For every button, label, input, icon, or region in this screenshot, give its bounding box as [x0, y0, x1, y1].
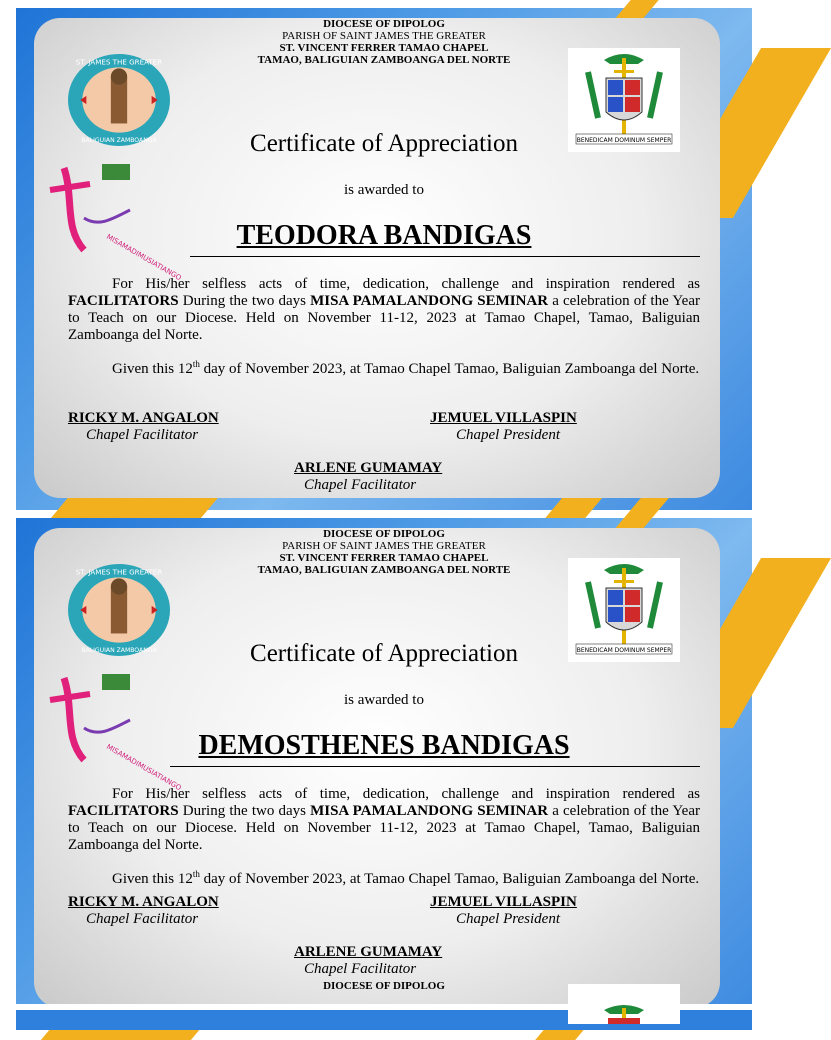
next-certificate-peek [0, 1004, 768, 1024]
svg-text:BALIGUIAN ZAMBOANGA: BALIGUIAN ZAMBOANGA [81, 646, 157, 654]
chapel-name: ST. VINCENT FERRER TAMAO CHAPEL [279, 42, 489, 54]
awarded-to-text: is awarded to [344, 182, 424, 198]
signatory-3 [294, 944, 442, 978]
signatory-role: Chapel President [456, 427, 561, 443]
signatory-2 [430, 894, 577, 928]
signatory-role: Chapel Facilitator [304, 961, 417, 977]
svg-text:MISAMADIMUSIATIANGO: MISAMADIMUSIATIANGO [105, 232, 183, 283]
recipient-name: DEMOSTHENES BANDIGAS [198, 730, 570, 761]
signatory-1 [68, 894, 219, 928]
given-paragraph: Given this 12th day of November 2023, at Tamao Chapel Tamao, Baliguian Zamboanga del Norte. [112, 359, 700, 377]
svg-text:ST. JAMES THE GREATER: ST. JAMES THE GREATER [75, 57, 163, 67]
diocese-name: DIOCESE OF DIPOLOG [323, 18, 445, 30]
signatory-name: RICKY M. ANGALON [68, 894, 219, 910]
awarded-to-text: is awarded to [344, 692, 424, 708]
signatory-3 [294, 460, 442, 494]
citation-paragraph: For His/her selfless acts of time, dedication, challenge and inspiration rendered as FACILITATORS During the two days MISA PAMALANDONG SEMINAR a celebration of the Year to Teach on our Diocese. Held on November 11-12, 2023 at Tamao Chapel, Tamao, Baliguian Zamboanga del Norte. [68, 276, 700, 343]
citation-paragraph: For His/her selfless acts of time, dedication, challenge and inspiration rendered as FACILITATORS During the two days MISA PAMALANDONG SEMINAR a celebration of the Year to Teach on our Diocese. Held on November 11-12, 2023 at Tamao Chapel, Tamao, Baliguian Zamboanga del Norte. [68, 786, 700, 853]
signatory-role: Chapel Facilitator [304, 477, 417, 493]
certificate-2 [0, 518, 768, 1020]
signatory-name: JEMUEL VILLASPIN [430, 410, 577, 426]
signatory-role: Chapel President [456, 911, 561, 927]
signatory-2 [430, 410, 577, 444]
diocese-name: DIOCESE OF DIPOLOG [323, 528, 445, 540]
recipient-name: TEODORA BANDIGAS [236, 220, 532, 251]
svg-text:MISAMADIMUSIATIANGO: MISAMADIMUSIATIANGO [105, 742, 183, 793]
certificate-header [0, 18, 768, 66]
svg-text:ST. JAMES THE GREATER: ST. JAMES THE GREATER [75, 567, 163, 577]
chapel-location: TAMAO, BALIGUIAN ZAMBOANGA DEL NORTE [257, 564, 511, 576]
signatory-1 [68, 410, 219, 444]
signatory-role: Chapel Facilitator [86, 911, 199, 927]
certificate-title: Certificate of Appreciation [250, 640, 518, 667]
svg-text:BENEDICAM DOMINUM SEMPER: BENEDICAM DOMINUM SEMPER [576, 647, 672, 654]
chapel-location: TAMAO, BALIGUIAN ZAMBOANGA DEL NORTE [257, 54, 511, 66]
certificate-1 [0, 8, 768, 510]
parish-name: PARISH OF SAINT JAMES THE GREATER [282, 540, 486, 552]
certificate-title: Certificate of Appreciation [250, 130, 518, 157]
signatory-name: JEMUEL VILLASPIN [430, 894, 577, 910]
next-diocese-name: DIOCESE OF DIPOLOG [323, 980, 445, 992]
signatory-name: RICKY M. ANGALON [68, 410, 219, 426]
svg-text:BALIGUIAN ZAMBOANGA: BALIGUIAN ZAMBOANGA [81, 136, 157, 144]
signatory-role: Chapel Facilitator [86, 427, 199, 443]
certificate-header [0, 528, 768, 576]
given-paragraph: Given this 12th day of November 2023, at Tamao Chapel Tamao, Baliguian Zamboanga del Norte. [112, 869, 700, 887]
parish-name: PARISH OF SAINT JAMES THE GREATER [282, 30, 486, 42]
name-underline [190, 256, 700, 257]
certificate-body [68, 276, 700, 390]
signatory-name: ARLENE GUMAMAY [294, 944, 443, 960]
certificate-body [68, 786, 700, 900]
svg-text:BENEDICAM DOMINUM SEMPER: BENEDICAM DOMINUM SEMPER [576, 137, 672, 144]
name-underline [170, 766, 700, 767]
signatory-name: ARLENE GUMAMAY [294, 460, 443, 476]
chapel-name: ST. VINCENT FERRER TAMAO CHAPEL [279, 552, 489, 564]
